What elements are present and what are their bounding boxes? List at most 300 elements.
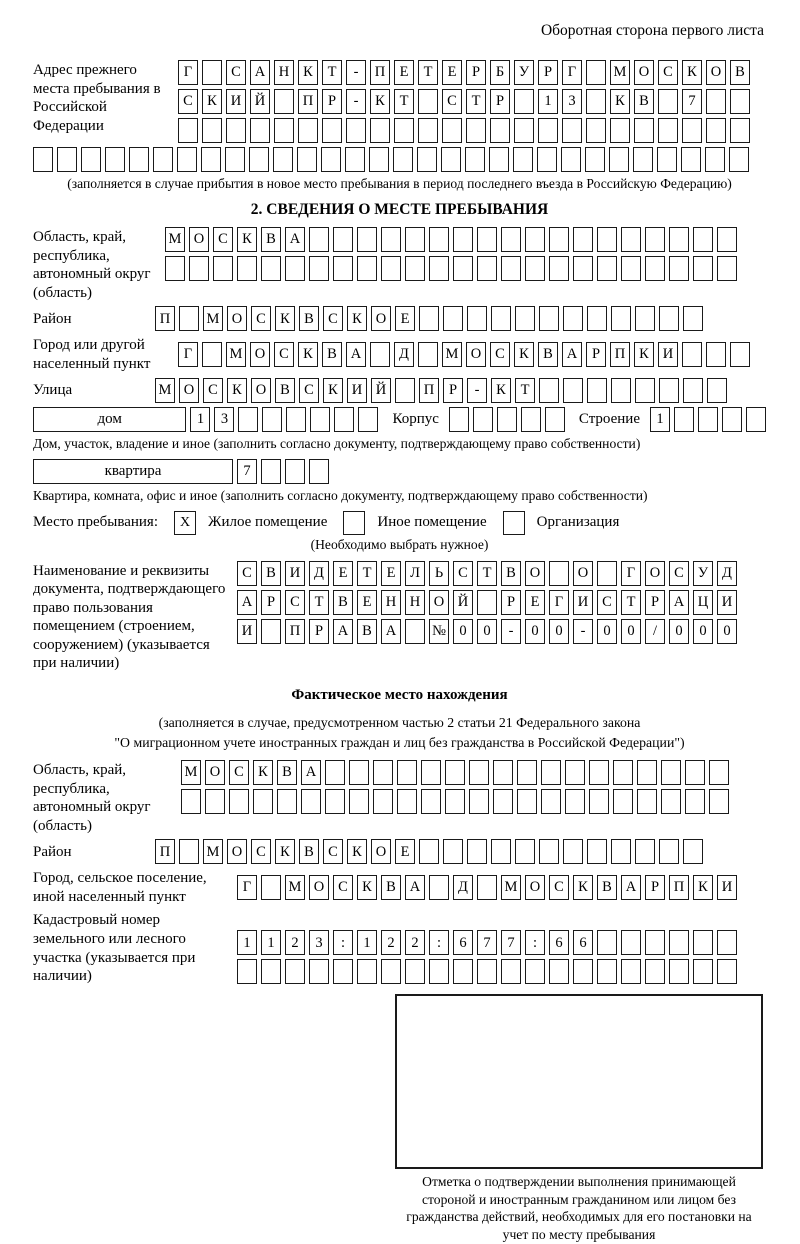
char-cell: В (299, 306, 319, 331)
char-cell (477, 959, 497, 984)
char-cell: И (717, 875, 737, 900)
char-cell: О (525, 875, 545, 900)
char-cell (429, 875, 449, 900)
prev-address-label: Адрес прежнего места пребывания в Российской Федерации (33, 62, 161, 134)
char-cell (226, 118, 246, 143)
house-row (33, 407, 766, 432)
char-cell: А (405, 875, 425, 900)
char-cell: О (429, 590, 449, 615)
char-cell: В (381, 875, 401, 900)
char-cell (549, 227, 569, 252)
char-cell (706, 342, 726, 367)
char-cell (334, 407, 354, 432)
char-cell (253, 789, 273, 814)
char-cell (491, 306, 511, 331)
char-cell: Т (309, 590, 329, 615)
char-cell: 1 (237, 930, 257, 955)
char-cell (729, 147, 749, 172)
char-cell: К (202, 89, 222, 114)
char-cell (394, 118, 414, 143)
char-cell: Р (309, 619, 329, 644)
char-cell: В (501, 561, 521, 586)
char-cell (565, 789, 585, 814)
char-cell: 1 (650, 407, 670, 432)
char-cell: - (573, 619, 593, 644)
char-cell (683, 839, 703, 864)
korpus-label: Корпус (392, 410, 439, 427)
char-cell: К (682, 60, 702, 85)
char-cell (585, 147, 605, 172)
char-cell (274, 118, 294, 143)
char-cell (610, 118, 630, 143)
char-cell (298, 118, 318, 143)
char-cell: С (658, 60, 678, 85)
char-cell (441, 147, 461, 172)
char-cell (658, 89, 678, 114)
stroenie-label: Строение (578, 410, 640, 427)
char-cell (453, 959, 473, 984)
char-cell: О (371, 839, 391, 864)
char-cell: Й (453, 590, 473, 615)
char-cell (405, 959, 425, 984)
char-cell (477, 590, 497, 615)
char-cell (635, 378, 655, 403)
char-cell (586, 60, 606, 85)
char-cell (491, 839, 511, 864)
char-cell: Д (309, 561, 329, 586)
char-cell (722, 407, 742, 432)
char-cell: Г (237, 875, 257, 900)
actual-location-title: Фактическое место нахождения (291, 687, 508, 704)
char-cell (442, 118, 462, 143)
char-cell (201, 147, 221, 172)
char-cell (717, 227, 737, 252)
char-cell (706, 118, 726, 143)
actual-region-rows (181, 760, 729, 814)
char-cell (309, 227, 329, 252)
char-cell (513, 147, 533, 172)
char-cell (525, 227, 545, 252)
char-cell: М (203, 306, 223, 331)
char-cell: О (309, 875, 329, 900)
char-cell: 6 (573, 930, 593, 955)
char-cell (645, 959, 665, 984)
char-cell: Г (178, 342, 198, 367)
prev-address-rows (178, 60, 750, 143)
char-cell: Е (395, 839, 415, 864)
char-cell (358, 407, 378, 432)
char-cell (443, 839, 463, 864)
char-cell: В (261, 227, 281, 252)
char-cell (497, 407, 517, 432)
char-cell (153, 147, 173, 172)
char-row (178, 118, 750, 143)
char-cell (586, 89, 606, 114)
char-cell: Т (394, 89, 414, 114)
char-cell (645, 930, 665, 955)
char-cell: М (203, 839, 223, 864)
char-cell (261, 256, 281, 281)
char-cell (501, 256, 521, 281)
char-cell: С (597, 590, 617, 615)
field-document (33, 561, 766, 674)
char-cell (717, 959, 737, 984)
char-cell: Л (405, 561, 425, 586)
char-cell (746, 407, 766, 432)
char-cell (517, 760, 537, 785)
char-cell (685, 760, 705, 785)
char-cell (261, 619, 281, 644)
char-cell (589, 789, 609, 814)
prev-address-caption: (заполняется в случае прибытия в новое место пребывания в период последнего въезда в Российскую Федерацию) (67, 176, 732, 191)
char-cell (538, 118, 558, 143)
char-cell: К (323, 378, 343, 403)
char-row (237, 875, 737, 900)
char-cell (202, 342, 222, 367)
char-cell: И (717, 590, 737, 615)
char-cell (621, 930, 641, 955)
char-cell (477, 227, 497, 252)
char-cell: О (573, 561, 593, 586)
char-cell: Т (418, 60, 438, 85)
char-cell (562, 118, 582, 143)
char-cell: И (226, 89, 246, 114)
char-cell (465, 147, 485, 172)
char-cell (685, 789, 705, 814)
stroenie-cells (650, 407, 766, 432)
char-cell (730, 89, 750, 114)
char-cell: Д (717, 561, 737, 586)
char-cell: Й (250, 89, 270, 114)
cadastral-label: Кадастровый номер земельного или лесного участка (указывается при наличии) (33, 912, 196, 985)
char-cell (397, 789, 417, 814)
char-cell (611, 839, 631, 864)
char-cell (213, 256, 233, 281)
char-cell (707, 378, 727, 403)
char-row (181, 789, 729, 814)
char-cell (709, 789, 729, 814)
char-cell: Р (645, 590, 665, 615)
char-cell: О (466, 342, 486, 367)
char-row (155, 378, 727, 403)
char-cell (645, 256, 665, 281)
char-cell: Т (466, 89, 486, 114)
char-cell (621, 227, 641, 252)
char-cell (613, 760, 633, 785)
char-cell: У (514, 60, 534, 85)
char-cell (563, 839, 583, 864)
checkbox-zhiloe: X (174, 511, 196, 535)
char-cell: В (299, 839, 319, 864)
field-city (33, 335, 766, 373)
char-cell (429, 227, 449, 252)
char-cell: П (610, 342, 630, 367)
char-cell (501, 227, 521, 252)
char-cell: С (333, 875, 353, 900)
char-cell (717, 930, 737, 955)
char-row (165, 227, 737, 252)
char-cell: И (573, 590, 593, 615)
char-cell: И (347, 378, 367, 403)
region-rows (165, 227, 737, 281)
char-cell: Т (621, 590, 641, 615)
char-cell (237, 959, 257, 984)
char-cell (418, 89, 438, 114)
char-cell: П (155, 839, 175, 864)
prev-address-overflow-row (33, 147, 766, 172)
house-caption: Дом, участок, владение и иное (заполнить согласно документу, подтверждающему право собственности) (33, 435, 641, 451)
char-cell: К (573, 875, 593, 900)
apartment-cells (237, 459, 329, 484)
char-cell (381, 227, 401, 252)
char-cell (238, 407, 258, 432)
char-row (155, 306, 703, 331)
char-cell: А (301, 760, 321, 785)
char-cell (443, 306, 463, 331)
char-cell: Ц (693, 590, 713, 615)
char-cell (405, 619, 425, 644)
char-cell: А (250, 60, 270, 85)
char-cell: 3 (562, 89, 582, 114)
char-cell (637, 760, 657, 785)
char-cell (177, 147, 197, 172)
char-cell (613, 789, 633, 814)
char-cell (165, 256, 185, 281)
char-cell: Р (466, 60, 486, 85)
char-cell (645, 227, 665, 252)
char-cell: Н (381, 590, 401, 615)
char-cell: Е (333, 561, 353, 586)
char-cell: М (442, 342, 462, 367)
char-cell (202, 118, 222, 143)
char-cell (205, 789, 225, 814)
char-cell (587, 378, 607, 403)
char-cell (333, 959, 353, 984)
char-row (155, 839, 703, 864)
char-cell: - (501, 619, 521, 644)
char-row (237, 959, 737, 984)
char-cell (309, 959, 329, 984)
char-cell (429, 959, 449, 984)
char-cell: К (634, 342, 654, 367)
char-cell: Т (357, 561, 377, 586)
char-cell: Р (261, 590, 281, 615)
char-cell: О (189, 227, 209, 252)
char-cell (633, 147, 653, 172)
char-cell (698, 407, 718, 432)
char-cell (693, 959, 713, 984)
char-cell: С (442, 89, 462, 114)
char-cell (541, 760, 561, 785)
stay-option-label-organizatsiya: Организация (536, 514, 620, 531)
char-cell: Р (443, 378, 463, 403)
char-cell (181, 789, 201, 814)
char-cell (405, 227, 425, 252)
char-cell: П (419, 378, 439, 403)
char-cell (473, 407, 493, 432)
char-cell (637, 789, 657, 814)
actual-region-label: Область, край, республика, автономный округ (область) (33, 761, 151, 834)
char-cell (449, 407, 469, 432)
char-cell: Р (586, 342, 606, 367)
house-box: дом (33, 407, 186, 432)
char-cell: К (237, 227, 257, 252)
char-cell (81, 147, 101, 172)
char-cell (129, 147, 149, 172)
char-cell: С (229, 760, 249, 785)
char-cell (189, 256, 209, 281)
char-cell: 6 (549, 930, 569, 955)
field-street (33, 378, 766, 403)
char-cell (659, 378, 679, 403)
char-cell (179, 306, 199, 331)
char-cell: : (525, 930, 545, 955)
char-cell (229, 789, 249, 814)
char-cell (381, 256, 401, 281)
char-cell: Н (405, 590, 425, 615)
field-prev-address (33, 60, 766, 143)
char-cell (273, 147, 293, 172)
char-cell (346, 118, 366, 143)
confirmation-mark-box (395, 994, 763, 1169)
char-cell: К (514, 342, 534, 367)
char-cell: 0 (477, 619, 497, 644)
char-cell: В (322, 342, 342, 367)
char-cell (621, 256, 641, 281)
char-cell: К (347, 839, 367, 864)
char-cell: 1 (190, 407, 210, 432)
char-cell (321, 147, 341, 172)
char-cell: 0 (621, 619, 641, 644)
char-cell (597, 227, 617, 252)
char-cell: С (251, 839, 271, 864)
apartment-box: квартира (33, 459, 233, 484)
char-cell: 2 (405, 930, 425, 955)
char-cell (541, 789, 561, 814)
char-cell (525, 959, 545, 984)
section2-title: 2. СВЕДЕНИЯ О МЕСТЕ ПРЕБЫВАНИЯ (250, 200, 549, 218)
char-cell (301, 789, 321, 814)
char-cell (309, 256, 329, 281)
char-cell: 0 (597, 619, 617, 644)
char-cell: А (346, 342, 366, 367)
char-cell (237, 256, 257, 281)
char-cell: 1 (261, 930, 281, 955)
char-cell: - (346, 89, 366, 114)
stay-type-row (33, 511, 766, 535)
char-cell (549, 561, 569, 586)
char-cell (549, 959, 569, 984)
char-cell: К (298, 342, 318, 367)
char-cell: Р (501, 590, 521, 615)
char-cell (706, 89, 726, 114)
char-cell: С (285, 590, 305, 615)
char-cell: А (285, 227, 305, 252)
char-cell: Д (394, 342, 414, 367)
char-cell: Е (357, 590, 377, 615)
char-cell (517, 789, 537, 814)
actual-location-caption-1: (заполняется в случае, предусмотренном частью 2 статьи 21 Федерального закона (158, 715, 641, 731)
char-cell: В (538, 342, 558, 367)
char-cell: А (562, 342, 582, 367)
char-cell (693, 227, 713, 252)
confirmation-mark-caption: Отметка о подтверждении выполнения принимающей стороной и иностранным гражданином или лицом без гражданства действий, необходимых для его постановки на учет по месту пребывания (406, 1173, 752, 1242)
char-cell: О (250, 342, 270, 367)
char-cell: М (610, 60, 630, 85)
char-cell (381, 959, 401, 984)
char-cell: М (165, 227, 185, 252)
char-cell (373, 760, 393, 785)
char-cell (325, 760, 345, 785)
char-cell: М (226, 342, 246, 367)
char-cell (395, 378, 415, 403)
char-cell: Р (538, 60, 558, 85)
char-cell (563, 378, 583, 403)
char-cell (225, 147, 245, 172)
char-cell: В (277, 760, 297, 785)
char-cell: 7 (237, 459, 257, 484)
form-page (33, 22, 766, 1244)
char-cell (597, 930, 617, 955)
char-cell (717, 256, 737, 281)
char-cell (674, 407, 694, 432)
char-cell: К (610, 89, 630, 114)
char-cell: М (285, 875, 305, 900)
char-cell: С (323, 306, 343, 331)
char-cell (635, 306, 655, 331)
char-cell (466, 118, 486, 143)
char-cell (682, 118, 702, 143)
char-cell (549, 256, 569, 281)
char-cell (515, 839, 535, 864)
field-region (33, 227, 766, 302)
char-cell (349, 760, 369, 785)
char-cell: 2 (381, 930, 401, 955)
char-cell: К (275, 839, 295, 864)
char-cell (322, 118, 342, 143)
char-cell: Е (381, 561, 401, 586)
char-cell (539, 306, 559, 331)
char-cell: В (261, 561, 281, 586)
char-cell: В (634, 89, 654, 114)
char-cell: О (706, 60, 726, 85)
confirmation-mark-block (395, 994, 763, 1244)
char-cell (609, 147, 629, 172)
char-cell: К (693, 875, 713, 900)
char-cell: Г (549, 590, 569, 615)
char-cell: С (669, 561, 689, 586)
field-actual-district (33, 839, 766, 864)
char-cell: Б (490, 60, 510, 85)
char-cell (669, 930, 689, 955)
char-cell: 7 (477, 930, 497, 955)
char-cell (469, 760, 489, 785)
char-cell (573, 959, 593, 984)
city-label: Город или другой населенный пункт (33, 337, 151, 372)
char-cell: Г (621, 561, 641, 586)
char-cell: В (730, 60, 750, 85)
char-cell: К (370, 89, 390, 114)
char-cell: 2 (285, 930, 305, 955)
char-cell (285, 959, 305, 984)
char-cell: С (178, 89, 198, 114)
char-cell (669, 256, 689, 281)
char-cell (178, 118, 198, 143)
char-cell: К (227, 378, 247, 403)
char-cell (179, 839, 199, 864)
checkbox-inoe (343, 511, 365, 535)
char-cell (357, 227, 377, 252)
